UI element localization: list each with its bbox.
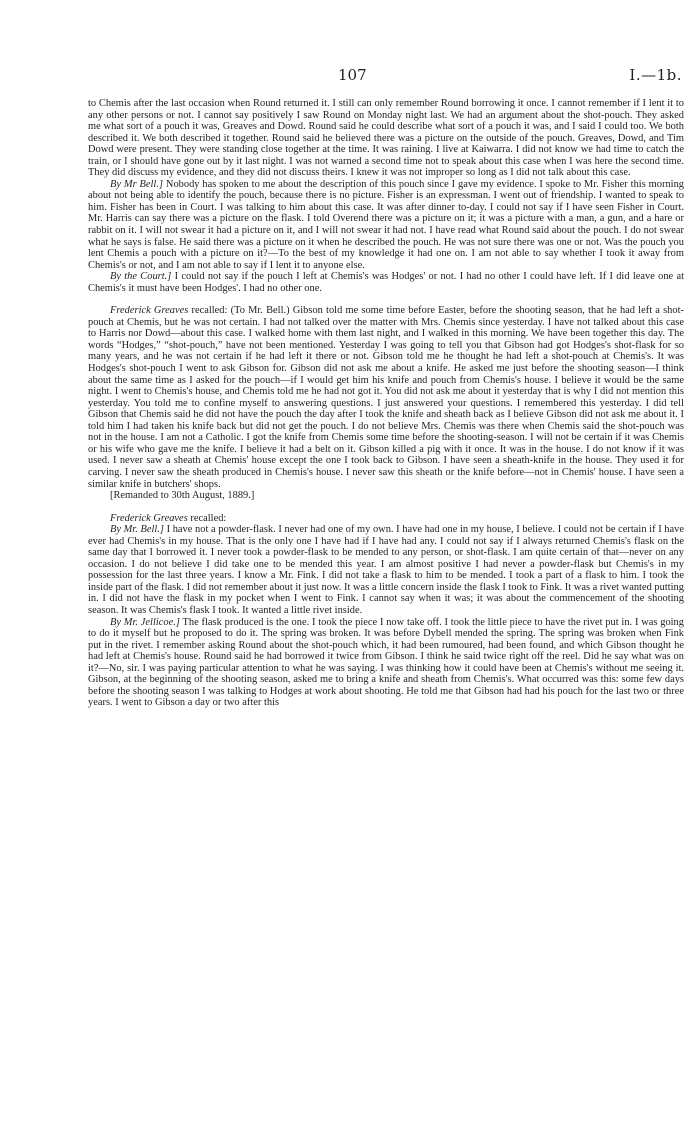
speaker-lead: By Mr. Jellicoe.] [110,616,180,628]
paragraph-by-mr-jellicoe: By Mr. Jellicoe.] The flask produced is the one. I took the piece I now take off. I took the little piece to have the rivet put in. I was going to do it myself but he proposed to do it. The spring was broken. It was before Dybell mended the spring. The spring was broken when Fink put in the rivet. I remember asking Round about the shot-pouch which, it had been rumoured, had been found, and which Gibson thought he had left at Chemis's house. Round said he had borrowed it twice from Gibson. I think he said twice right off the reel. Did he say what was on it?—No, sir. I was paying particular attention to what he was saying. I was thinking how it could have been at Chemis's without me seeing it. Gibson, at the beginning of the shooting season, asked me to bring a knife and sheath from Chemis's. What occurred was this: some few days before the shooting season I was talking to Hodges at work about shooting. He told me that Gibson had had his pouch for the last two or three years. I went to Gibson a day or two after this [88,616,684,709]
paragraph-greaves-recalled: Frederick Greaves recalled: (To Mr. Bell.) Gibson told me some time before Easter, before the shooting season, that he had left a shot-pouch at Chemis, but he was not certain. I had not talked over the matter with Mrs. Chemis since yesterday. I have not talked about this case to Harris nor Dowd—about this case. I walked home with them last night, and I walked in this morning. We have been together this day. The words “Hodges,” “shot-pouch,” have not been mentioned. Yesterday I was going to tell you that Gibson had got Hodges's shot-flask for so many years, and he was not certain if he had left it there or not. Gibson told me he thought he had left a shot-pouch at Chemis's. It was Hodges's shot-pouch I went to ask Gibson for. Gibson did not ask me about a knife. He asked me just before the shooting season—I think about the same time as I asked for the pouch—if I would get him his knife and pouch from Chemis's house. I believe it would be the same night. I went to Chemis's house, and Chemis told me he had not got it. You did not ask me about it yesterday that is why I did not mention this yesterday. You told me to confine myself to answering questions. I just answered your questions. I remembered this yesterday. I did tell Gibson that Chemis said he did not have the pouch the day after I took the knife and sheath back as I believe Gibson did not ask me about it. I told him I had taken his knife back but did not get the pouch. I do not believe Mrs. Chemis was there when Chemis said the shot-pouch was not in the house. I am not a Catholic. I got the knife from Chemis some time before the shooting-season. I will not be certain if it was Chemis or his wife who gave me the knife. I believe it had a belt on it. Gibson killed a pig with it once. It was in the house. I do not know if it was used. I never saw a sheath at Chemis' house except the one I took back to Gibson. I have seen a sheath-knife in the house. They used it for carving. I never saw the sheath produced in Chemis's house. I never saw this sheath or the knife before—not in Chemis' house. I have seen a similar knife in butchers' shops. [88,305,684,490]
witness-name: Frederick Greaves [110,305,189,317]
page-number: 107 [338,66,367,84]
paragraph-continuation: to Chemis after the last occasion when Round returned it. I still can only remember Round borrowing it once. I cannot remember if I lent it to any other persons or not. I cannot say positively I saw Round on Monday night last. We had an argument about the shot-pouch. They asked me what sort of a pouch it was, Greaves and Dowd. Round said he could describe what sort of a pouch it was, and I said I could too. We both described it. We both described it together. Round said he believed there was a picture on the outside of the pouch. Greaves, Dowd, and Tim Dowd were present. They were standing close together at the time. It was raining. I live at Kaiwarra. I did not know we had time to catch the train, or I should have gone out by it last night. I was not warned a second time not to speak about this case when I was here the second time. They did discuss my evidence, and they did not discuss theirs. I knew it was not improper so long as I did not talk about this case. [88,98,684,179]
paragraph-by-mr-bell: By Mr Bell.] Nobody has spoken to me about the description of this pouch since I gave my evidence. I spoke to Mr. Fisher this morning about not being able to identify the pouch, because there is no picture. Fisher is an expressman. I went out of friendship. I wanted to speak to him. Fisher has been in Court. I was talking to him about this case. It was after dinner to-day. I could not say if I have seen Fisher in Court. Mr. Harris can say there was a picture on the flask. I told Overend there was a picture on it; it was a picture with a man, a gun, and a hare or rabbit on it. I will not swear it had a picture on it, and I will not swear it had not. I have read what Round said about the pouch. I do not swear what he says is false. He said there was a picture on it when he described the pouch. He was not sure there was one or not. Was the pouch you lent Chemis a pouch with a picture on it?—To the best of my knowledge it had one on. I am not able to say whether I took it away from Chemis's or not, and I am not able to say if I lent it to anyone else. [88,178,685,271]
speaker-lead: By Mr. Bell.] [110,524,164,536]
paragraph-by-mr-bell-2: By Mr. Bell.] I have not a powder-flask. I never had one of my own. I have had one in my house, I believe. I could not be certain if I have ever had Chemis's in my house. That is the only one I have had if I have had any. I could not say if I always returned Chemis's flask on the same day that I borrowed it. I never took a powder-flask to be mended to any person, or shot-flask. I am quite certain of that—never on any occasion. I do not believe I did take one to be mended this year. I am almost positive I had never a powder-flask but Chemis's in my possession for the last three years. I know a Mr. Fink. I did not take a flask to him to be mended. I took a part of a flask to him. I took the inside part of the flask. I did not remember about it just now. It was a little concern inside the flask I took to Fink. It was a rivet wanted putting in. I did not have the flask in my pocket when I went to Fink. I cannot say when it was; it was about the commencement of the shooting season. It was Chemis's flask I took. It wanted a little rivet inside. [88,524,685,616]
page-header [0,66,700,86]
remand-note: [Remanded to 30th August, 1889.] [110,490,255,502]
paragraph-by-the-court: By the Court.] I could not say if the pouch I left at Chemis's was Hodges' or not. I had no other I could have left. If I did leave one at Chemis's it must have been Hodges'. I had no other one. [88,271,684,294]
paragraph-greaves-recalled-2: Frederick Greaves recalled: [110,512,227,524]
witness-name: Frederick Greaves [110,512,188,524]
speaker-lead: By Mr Bell.] [110,178,164,190]
document-reference: I.—1b. [629,66,682,84]
speaker-lead: By the Court.] [110,271,172,283]
page-body [88,98,684,709]
